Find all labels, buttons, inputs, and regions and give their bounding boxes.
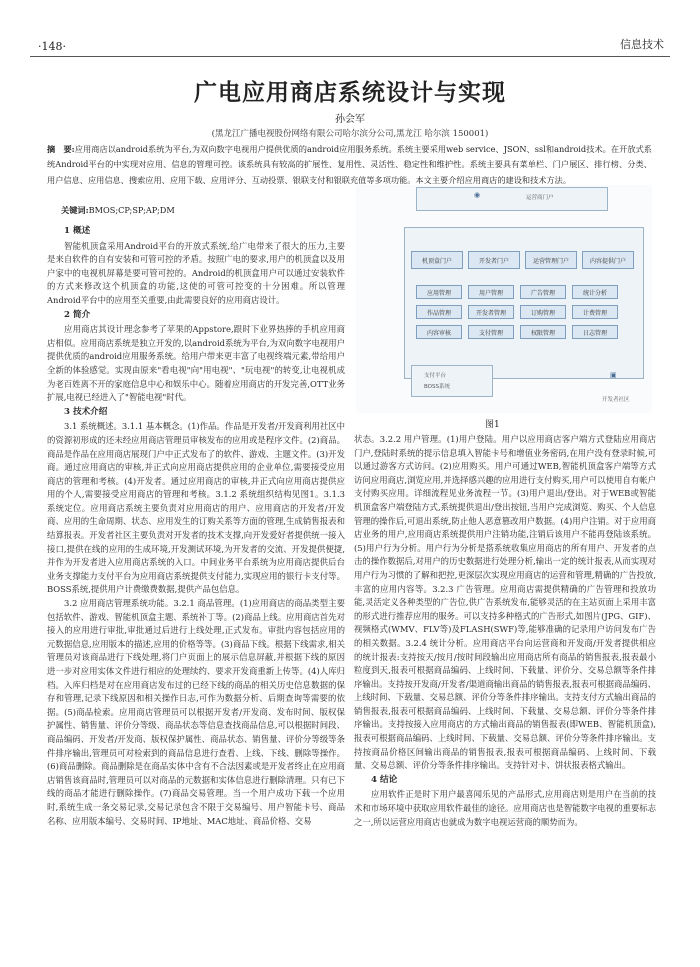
keywords-label: 关键词: [61,205,89,215]
module-box: 订购管理 [520,305,566,319]
abstract [47,142,652,188]
paper-title: 广电应用商店系统设计与实现 [194,80,506,106]
module-box: 开发者管理 [468,305,514,319]
figure-bottom-label: BOSS系统 [424,384,450,390]
module-box: 作品管理 [416,305,462,319]
section-heading: 1 概述 [64,226,91,236]
author: 孙会军 [335,114,365,125]
module-box: 日志管理 [572,325,618,339]
module-box: 计费管理 [572,305,618,319]
paragraph: 应用软件正是时下用户最喜闻乐见的产品形式,应用商店则是用户在当前的技术和市场环境中获取应用软件最佳的途径。应用商店也是智能数字电视的重要标志之一,所以运营应用商店也就成为数字电视运营商的顺势而为。 [354,789,656,827]
module-box: 支付管理 [468,325,514,339]
abstract-label: 摘 要: [47,144,75,154]
figure-portal-panel [404,227,644,379]
module-box: 统计分析 [572,285,618,299]
module-box: 内容审核 [416,325,462,339]
abstract-text: 应用商店以android系统为平台,为双向数字电视用户提供优质的android应用服务系统。系统主要采用web service、JSON、ssl和android技术。在开放式系统Android平台的中实现对应用、信息的管理可控。该系统具有较高的扩展性、复用性、灵活性、稳定性和维护性。系统主要具有菜单栏、门户展区、排行榜、分类、用户信息、应用信息、搜索应用、应用下载、应用评分、互动投票、银联支付和银联充值等多项功能。本文主要介绍应用商店的建设和技术方法。 [47,144,652,185]
figure-1 [356,185,652,413]
header-rule [30,56,670,57]
module-box: 用户管理 [468,285,514,299]
affiliation: (黑龙江广播电视股份网络有限公司哈尔滨分公司,黑龙江 哈尔滨 150001) [211,129,489,139]
portal-box: 运营管理门户 [525,251,577,269]
portal-box: 内容提供门户 [582,251,634,269]
globe-icon: ◉ [474,191,481,199]
figure-top-label: 运营商门户 [526,195,554,201]
section-heading: 4 结论 [371,774,398,785]
figure-bottom-panel [411,365,493,397]
keywords-text: BMOS;CP;SP;AP;DM [88,205,175,215]
figure-bottom-label: 开发者社区 [602,397,630,403]
left-column [47,224,345,828]
paragraph: 状态。3.2.2 用户管理。(1)用户登陆。用户以应用商店客户端方式登陆应用商店门户,登陆时系统的提示信息填入智能卡号和增值业务密码,在用户没有登录时候,可以通过游客方式访问。(2)应用购买。用户可通过WEB,智能机顶盒客户端等方式访问应用商店,浏览应用,并选择感兴趣的应用进行支付购买,用户可以使用自有帐户支付购买应用。详细流程见业务流程一节。(3)用户退出/登出。对于WEB或智能机顶盒客户端登陆方式,系统提供退出/登出按钮,当用户完成浏览、购买、个人信息管理的操作后,可退出系统,防止他人恶意篡改用户数据。(4)用户注销。对于应用商店业务的用户,应用商店系统提供用户注销功能,注销后该用户不能再登陆该系统。(5)用户行为分析。用户行为分析是搭系统收集应用商店的所有用户、开发者的点击的操作数据后,对用户的历史数据进行处理分析,输出一定的统计报表,从而实现对用户行为习惯的了解和把控,更深层次实现应用商店的运营和管理,精确的广告投放,丰富的应用内容等。3.2.3 广告管理。应用商店需提供精确的广告管理和投放功能,灵活定义各种类型的广告位,供广告系统发布,能够灵活的在主站页面上采用丰富的形式进行推荐应用的服务。可以支持多种格式的广告形式,如图片(JPG、GIF)、视频格式(WMV、FLV等)及FLASH(SWF)等,能够准确的记录用户访问发布广告的相关数据。3.2.4 统计分析。应用商店平台向运营商和开发商/开发者提供相应的统计报表:支持按天/按月/按时间段输出应用商店所有商品的销售报表,报表最小粒度到天,报表可根据商品编码、上线时间、下载量、评价分、交易总额等条件排序输出。支持按开发商/开发者/渠道商输出商品的销售报表,报表可根据商品编码、上线时间、下载量、交易总额、评价分等条件排序输出。支持支付方式输出商品的销售报表,报表可根据商品编码、上线时间、下载量、交易总额、评价分等条件排序输出。支持按接入应用商店的方式输出商品的销售报表(即WEB、智能机顶盒),报表可根据商品编码、上线时间、下载量、交易总额、评价分等条件排序输出。支持按商品价格区间输出商品的销售报表,报表可根据商品编码、上线时间、下载量、交易总额、评价分等条件排序输出。支持针对卡、饼状报表格式输出。 [354,434,656,771]
page-number: ·148· [38,40,66,53]
paragraph: 智能机顶盒采用Android平台的开放式系统,给广电带来了很大的压力,主要是来自软件的自有安装和可管可控的矛盾。按照广电的要求,用户的机顶盒以及用户家中的电视机屏幕是要可管可控的。Android的机顶盒用户可以通过安装软件的方式来修改这个机顶盒的功能,这使的可管可控变的十分困难。所以管理Android平台中的应用至关重要,由此需要良好的应用商店设计。 [47,240,345,305]
paragraph: 应用商店其设计理念参考了苹果的Appstore,跟时下业界热捧的手机应用商店相似。应用商店系统是独立开发的,以android系统为平台,为双向数字电视用户提供优质的android应用服务系统。给用户带来更丰富了电视终端元素,带给用户全新的体验感觉。实现由原来"看电视"向"用电视"、"玩电视"的转变,让电视机成为老百姓离不开的家庭信息中心和娱乐中心。随着应用商店的开发完善,OTT业务扩展,电视已经进入了"智能电视"时代。 [47,324,345,403]
module-box: 应用管理 [416,285,462,299]
figure-caption: 图1 [485,420,500,430]
section-label: 信息技术 [620,38,664,51]
paragraph: 3.2 应用商店管理系统功能。3.2.1 商品管理。(1)应用商店的商品类型主要包括软件、游戏、智能机顶盒主题、系统补丁等。(2)商品上线。应用商店首先对接入的应用进行审批,审批通过后进行上线处理,正式发布。审批内容包括应用的元数据信息,应用版本的描述,应用的价格等等。(3)商品下线。根据下线需求,相关管理员对该商品进行下线处理,将门户页面上的展示信息屏蔽,并根据下线的原因进一步对应用实体文件进行相应的处理续约、要求开发商重新上传等。(4)人库归档。入库归档是对在应用商店发布过的已经下线的商品的相关历史信息数据的保存和管理,记录下线原因和相关操作日志,可作为数据分析、后期查询等需要的依据。(5)商品检索。应用商店管理员可以根据开发者/开发商、发布时间、版权保护属性、销售量、评价分等级、商品状态等信息查找商品信息,可以根据时间段、商品编码、开发者/开发商、版权保护属性、商品状态、销售量、评价分等级等条件排序输出,管理员可对检索到的商品信息进行查看、上线、下线、删除等操作。(6)商品删除。商品删除是在商品实体中含有不合法因素或是开发者终止在应用商店销售该商品时,管理员可以对商品的元数据和实体信息进行删除清理。只有已下线的商品才能进行删除操作。(7)商品交易管理。当一个用户成功下载一个应用时,系统生成一条交易记录,交易记录包含不限于交易编号、用户智能卡号、商品名称、应用版本编号、交易时间、IP地址、MAC地址、商品价格、交易 [47,598,345,826]
right-column [354,433,656,829]
module-box: 广告管理 [520,285,566,299]
portal-box: 开发者门户 [468,251,520,269]
paragraph: 3.1 系统概述。3.1.1 基本概念。(1)作品。作品是开发者/开发商利用社区中的资源初形成的还未经应用商店管理员审核发布的应用或是程序文件。(2)商品。商品是作品在应用商店展现门户中正式发布了的软件、游戏、主题文件。(3)开发商。通过应用商店的审核,并正式向应用商店提供应用的企业单位,需要接受应用商店的管理和考核。(4)开发者。通过应用商店的审核,并正式向应用商店提供应用的个人,需要接受应用商店的管理和考核。3.1.2 系统组织结构见图1。3.1.3 系统定位。应用商店系统主要负责对应用商店的用户、应用商店的开发者/开发商、应用的生命周期、状态、应用发生的订购关系等方面的管理,生成销售报表和结算报表。开发者社区主要负责对开发者的技术支撑,向开发爱好者提供统一接入接口,提供在线的应用的生成环境,开发测试环境,为开发者的交流、开发提供便捷,并作为开发者进入应用商店系统的入口。中间业务平台系统为应用商店提供后台业务支撑能力支付平台为应用商店系统提供支付能力,实现应用的银行卡支付等。BOSS系统,提供用户计费缴费数据,提供产品包信息。 [47,421,345,595]
figure-bottom-label: 支付平台 [424,373,447,379]
figure-top-panel [416,187,608,211]
section-heading: 2 简介 [64,309,91,320]
module-box: 权限管理 [520,325,566,339]
monitor-icon: ▣ [610,371,617,379]
portal-box: 机顶盒门户 [411,251,463,269]
keywords [61,205,175,216]
section-heading: 3 技术介绍 [64,406,108,417]
